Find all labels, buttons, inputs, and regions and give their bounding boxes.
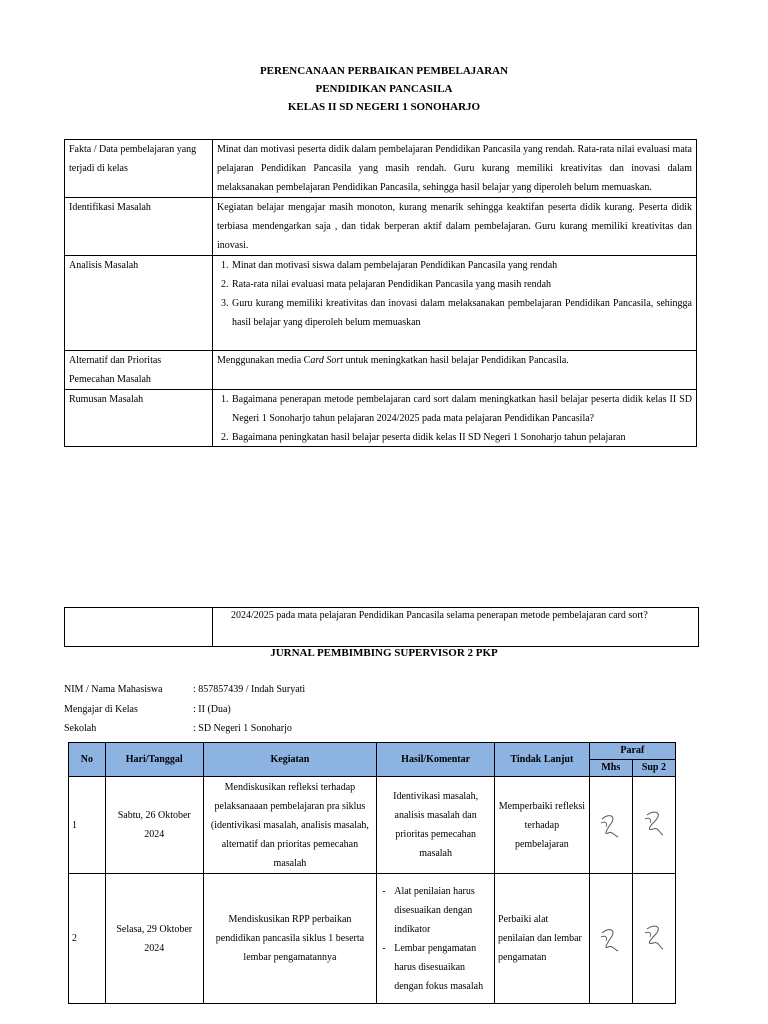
table-row — [69, 777, 676, 874]
signature-mark — [596, 921, 626, 957]
plan-label-rumusan: Rumusan Masalah — [65, 390, 213, 447]
plan-value-fakta: Minat dan motivasi peserta didik dalam pembelajaran Pendidikan Pancasila yang rendah. Rata-rata nilai evaluasi mata pelajaran Pendidikan Pancasila yang masih rendah. Guru kurang memiliki kreativitas dan inovasi dalam melaksanakan pembelajaran Pendidikan Pancasila, sehingga hasil belajar yang diperoleh belum memuaskan. — [213, 140, 697, 198]
col-header-mhs: Mhs — [589, 760, 632, 777]
analisis-item: 3. Guru kurang memiliki kreativitas dan inovasi dalam melaksanakan pembelajaran Pendidikan Pancasila, sehingga hasil belajar yang diperoleh belum memuaskan — [231, 294, 692, 332]
alternatif-text-pre: Menggunakan media C — [217, 355, 311, 366]
plan-value-rumusan — [213, 390, 697, 447]
row-follow-up: Memperbaiki refleksi terhadap pembelajaran — [495, 777, 590, 874]
plan-row-rumusan — [65, 390, 697, 447]
plan-row-fakta — [65, 140, 697, 198]
result-item: - Alat penilaian harus disesuaikan dengan indikator — [394, 882, 491, 939]
rumusan-item: 2. Bagaimana peningkatan hasil belajar peserta didik kelas II SD Negeri 1 Sonoharjo tahun pelajaran — [231, 428, 692, 446]
signature-mark — [639, 807, 669, 843]
rumusan-item: 1. Bagaimana penerapan metode pembelajaran card sort dalam meningkatkan hasil belajar peserta didik kelas II SD Negeri 1 Sonoharjo tahun pelajaran 2024/2025 pada mata pelajaran Pendidikan Pancasila? — [231, 390, 692, 428]
plan-table — [64, 139, 697, 447]
plan-table-continuation — [64, 607, 699, 647]
doc-title-line1: PERENCANAAN PERBAIKAN PEMBELAJARAN — [259, 65, 509, 77]
plan-label-identifikasi: Identifikasi Masalah — [65, 198, 213, 256]
signature-sup — [632, 874, 675, 1004]
row-activity: Mendiskusikan RPP perbaikan pendidikan pancasila siklus 1 beserta lembar pengamatannya — [203, 874, 377, 1004]
analisis-item: 2. Rata-rata nilai evaluasi mata pelajaran Pendidikan Pancasila yang masih rendah — [231, 275, 692, 294]
doc-title-line2: PENDIDIKAN PANCASILA — [315, 83, 453, 95]
plan-value-alternatif — [213, 351, 697, 390]
col-header-result: Hasil/Komentar — [377, 743, 495, 777]
info-value: : SD Negeri 1 Sonoharjo — [193, 723, 292, 734]
row-result — [377, 874, 495, 1004]
signature-mhs — [589, 874, 632, 1004]
col-header-no: No — [69, 743, 106, 777]
result-item: - Lembar pengamatan harus disesuaikan dengan fokus masalah — [394, 939, 491, 996]
plan-value-analisis — [213, 256, 697, 351]
info-value: : 857857439 / Indah Suryati — [193, 684, 306, 695]
row-date: Selasa, 29 Oktober 2024 — [105, 874, 203, 1004]
signature-mark — [596, 807, 626, 843]
row-no: 1 — [69, 777, 106, 874]
info-label: Sekolah — [64, 723, 97, 734]
plan-row-analisis — [65, 256, 697, 351]
col-header-follow-up: Tindak Lanjut — [495, 743, 590, 777]
row-no: 2 — [69, 874, 106, 1004]
col-header-paraf: Paraf — [589, 743, 675, 760]
signature-sup — [632, 777, 675, 874]
plan-value-identifikasi: Kegiatan belajar mengajar masih monoton, kurang menarik sehingga keaktifan peserta didik kurang. Peserta didik terbiasa mendengarkan saja , dan tidak berperan aktif dalam pembelajaran. Guru kurang memiliki kreativitas dan inovasi. — [213, 198, 697, 256]
rumusan-continuation-text: 2024/2025 pada mata pelajaran Pendidikan Pancasila selama penerapan metode pembelajaran card sort? — [231, 610, 648, 621]
row-date: Sabtu, 26 Oktober 2024 — [105, 777, 203, 874]
doc-title-line3: KELAS II SD NEGERI 1 SONOHARJO — [287, 101, 481, 113]
plan-row-identifikasi — [65, 198, 697, 256]
alternatif-text-italic: ard Sort — [310, 355, 344, 366]
analisis-item: 1. Minat dan motivasi siswa dalam pembelajaran Pendidikan Pancasila yang rendah — [231, 256, 692, 275]
plan-label-fakta: Fakta / Data pembelajaran yang terjadi di kelas — [65, 140, 213, 198]
info-sekolah — [64, 723, 292, 734]
info-nim — [64, 684, 306, 695]
col-header-sup: Sup 2 — [632, 760, 675, 777]
info-label: Mengajar di Kelas — [64, 704, 138, 715]
alternatif-text-post: untuk meningkatkan hasil belajar Pendidikan Pancasila. — [343, 355, 569, 366]
info-label: NIM / Nama Mahasiswa — [64, 684, 163, 695]
plan-row-alternatif — [65, 351, 697, 390]
info-kelas — [64, 704, 231, 715]
row-activity: Mendiskusikan refleksi terhadap pelaksanaaan pembelajaran pra siklus (identivikasi masalah, analisis masalah, alternatif dan prioritas pemecahan masalah — [203, 777, 377, 874]
column-divider — [212, 608, 213, 646]
col-header-activity: Kegiatan — [203, 743, 377, 777]
plan-label-analisis: Analisis Masalah — [65, 256, 213, 351]
plan-label-alternatif: Alternatif dan Prioritas Pemecahan Masalah — [65, 351, 213, 390]
info-value: : II (Dua) — [193, 704, 231, 715]
table-row — [69, 874, 676, 1004]
row-result: Identivikasi masalah, analisis masalah dan prioritas pemecahan masalah — [377, 777, 495, 874]
signature-mark — [639, 921, 669, 957]
row-follow-up: Perbaiki alat penilaian dan lembar pengamatan — [495, 874, 590, 1004]
journal-title: JURNAL PEMBIMBING SUPERVISOR 2 PKP — [270, 647, 498, 659]
col-header-date: Hari/Tanggal — [105, 743, 203, 777]
journal-table — [68, 742, 676, 1004]
signature-mhs — [589, 777, 632, 874]
